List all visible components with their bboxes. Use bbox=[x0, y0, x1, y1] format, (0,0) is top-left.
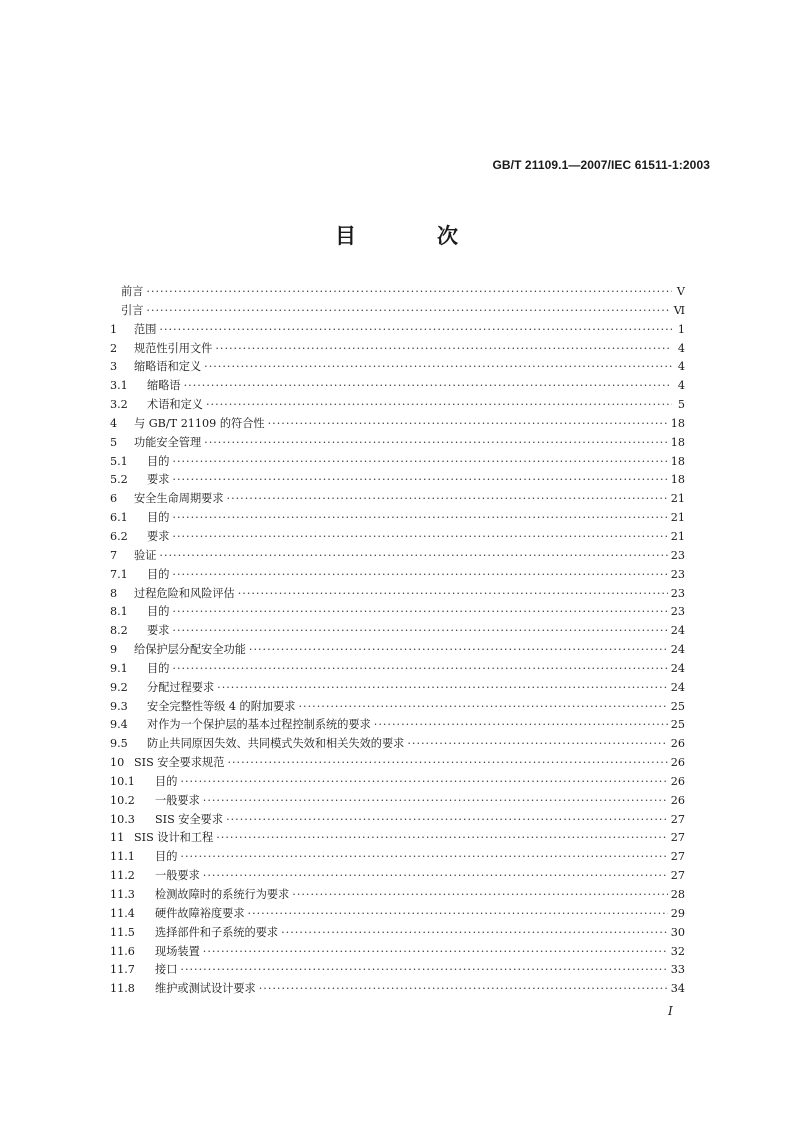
toc-entry[interactable] bbox=[110, 547, 685, 566]
toc-entry-title: 分配过程要求 bbox=[147, 680, 215, 694]
toc-entry-number: 8.2 bbox=[110, 624, 128, 638]
toc-entry-number: 7.1 bbox=[110, 567, 128, 581]
toc-entry-number: 3 bbox=[110, 360, 118, 374]
toc-entry-page: 24 bbox=[670, 661, 685, 675]
toc-entry-page: 33 bbox=[670, 963, 685, 977]
toc-entry-number: 7 bbox=[110, 548, 118, 562]
toc-entry[interactable] bbox=[110, 829, 685, 848]
toc-entry-title: SIS 设计和工程 bbox=[134, 831, 214, 845]
toc-entry-title: 目的 bbox=[147, 567, 170, 581]
toc-entry[interactable] bbox=[110, 415, 685, 434]
toc-entry-number: 5.2 bbox=[110, 473, 128, 487]
toc-entry[interactable] bbox=[110, 773, 685, 792]
toc-entry-title: 维护或测试设计要求 bbox=[155, 982, 256, 996]
toc-entry-title: 要求 bbox=[147, 529, 170, 543]
toc-entry-page: V bbox=[676, 285, 685, 298]
toc-entry-page: 30 bbox=[670, 925, 685, 939]
toc-entry[interactable] bbox=[110, 943, 685, 962]
toc-leader-dots bbox=[172, 622, 667, 641]
table-of-contents bbox=[110, 283, 685, 999]
toc-leader-dots bbox=[206, 396, 672, 415]
toc-leader-dots bbox=[215, 340, 672, 359]
toc-entry-title: 引言 bbox=[121, 303, 144, 317]
toc-leader-dots bbox=[172, 603, 667, 622]
toc-leader-dots bbox=[407, 735, 667, 754]
toc-entry[interactable] bbox=[110, 528, 685, 547]
toc-entry-title: 防止共同原因失效、共同模式失效和相关失效的要求 bbox=[147, 737, 405, 751]
toc-entry-number: 9.3 bbox=[110, 699, 128, 713]
toc-entry-title: 对作为一个保护层的基本过程控制系统的要求 bbox=[147, 718, 371, 732]
toc-entry-number: 9 bbox=[110, 643, 118, 657]
toc-entry-page: 26 bbox=[670, 793, 685, 807]
toc-entry-title: 检测故障时的系统行为要求 bbox=[155, 888, 290, 901]
toc-entry[interactable] bbox=[110, 698, 685, 717]
toc-entry-title: 硬件故障裕度要求 bbox=[155, 906, 245, 920]
toc-entry-page: 4 bbox=[677, 360, 685, 374]
toc-entry[interactable] bbox=[110, 905, 685, 924]
toc-entry-page: 21 bbox=[670, 529, 685, 543]
toc-entry-number: 6.2 bbox=[110, 529, 128, 543]
toc-leader-dots bbox=[204, 434, 668, 453]
toc-leader-dots bbox=[172, 471, 667, 490]
toc-entry-title: 目的 bbox=[155, 850, 178, 864]
toc-entry-page: 21 bbox=[670, 492, 685, 506]
toc-entry-title: 范围 bbox=[134, 322, 157, 336]
toc-entry-title: 目的 bbox=[155, 774, 178, 788]
toc-entry[interactable] bbox=[110, 867, 685, 886]
toc-entry-title: 验证 bbox=[134, 548, 157, 562]
toc-entry[interactable] bbox=[110, 886, 685, 905]
toc-entry[interactable] bbox=[110, 622, 685, 641]
toc-entry-number: 2 bbox=[110, 341, 118, 355]
toc-entry-number: 8 bbox=[110, 586, 118, 600]
toc-entry-title: 现场装置 bbox=[155, 944, 200, 958]
toc-entry-number: 3.1 bbox=[110, 379, 128, 393]
toc-entry-page: 24 bbox=[670, 680, 685, 694]
toc-entry-page: 25 bbox=[670, 699, 685, 713]
toc-entry-number: 8.1 bbox=[110, 605, 128, 619]
toc-entry-page: 27 bbox=[670, 850, 685, 864]
toc-entry-page: 27 bbox=[670, 812, 685, 826]
toc-entry-number: 10.3 bbox=[110, 812, 135, 826]
toc-entry-page: 25 bbox=[670, 718, 685, 732]
toc-entry[interactable] bbox=[110, 603, 685, 622]
toc-leader-dots bbox=[249, 641, 668, 660]
toc-entry-page: 18 bbox=[670, 435, 685, 449]
toc-entry-number: 11.7 bbox=[110, 963, 135, 977]
toc-entry[interactable] bbox=[110, 302, 685, 321]
toc-entry-page: 4 bbox=[677, 379, 685, 393]
toc-entry-page: 24 bbox=[670, 643, 685, 657]
toc-entry-page: 29 bbox=[670, 906, 685, 920]
toc-entry-page: 27 bbox=[670, 831, 685, 845]
toc-entry-title: 缩略语 bbox=[147, 379, 181, 393]
toc-leader-dots bbox=[172, 566, 667, 585]
toc-entry[interactable] bbox=[110, 679, 685, 698]
toc-entry-title: 一般要求 bbox=[155, 793, 200, 807]
toc-entry-number: 10 bbox=[110, 756, 125, 770]
toc-leader-dots bbox=[203, 943, 668, 962]
toc-entry[interactable] bbox=[110, 735, 685, 754]
toc-leader-dots bbox=[238, 585, 668, 604]
toc-entry-number: 9.5 bbox=[110, 737, 128, 751]
toc-entry-page: 34 bbox=[670, 982, 685, 996]
toc-entry-page: 18 bbox=[670, 454, 685, 468]
toc-leader-dots bbox=[172, 509, 667, 528]
toc-entry-title: 一般要求 bbox=[155, 869, 200, 883]
toc-entry-page: 5 bbox=[677, 398, 685, 412]
toc-entry-title: 目的 bbox=[147, 605, 170, 619]
toc-entry[interactable] bbox=[110, 471, 685, 490]
toc-entry-number: 6 bbox=[110, 492, 118, 506]
toc-entry[interactable] bbox=[110, 848, 685, 867]
toc-entry-title: SIS 安全要求 bbox=[155, 812, 224, 826]
toc-entry-title: 缩略语和定义 bbox=[134, 360, 202, 374]
toc-entry-number: 5 bbox=[110, 435, 118, 449]
toc-leader-dots bbox=[268, 415, 668, 434]
toc-entry-number: 11.8 bbox=[110, 982, 135, 996]
toc-entry-number: 9.4 bbox=[110, 718, 128, 732]
page-number: I bbox=[668, 1004, 673, 1018]
toc-entry[interactable] bbox=[110, 716, 685, 735]
toc-entry-title: 接口 bbox=[155, 963, 178, 977]
toc-entry-number: 3.2 bbox=[110, 398, 128, 412]
toc-entry-page: 18 bbox=[670, 473, 685, 487]
toc-entry-number: 6.1 bbox=[110, 511, 128, 525]
toc-leader-dots bbox=[227, 754, 667, 773]
standard-code-header: GB/T 21109.1—2007/IEC 61511-1:2003 bbox=[492, 158, 710, 172]
toc-entry-page: 23 bbox=[670, 548, 685, 562]
toc-entry-number: 4 bbox=[110, 416, 118, 430]
toc-entry-title: 规范性引用文件 bbox=[134, 341, 213, 355]
toc-entry-page: 26 bbox=[670, 756, 685, 770]
toc-entry-number: 9.1 bbox=[110, 661, 128, 675]
toc-entry-page: 23 bbox=[670, 605, 685, 619]
toc-entry[interactable] bbox=[110, 660, 685, 679]
toc-entry[interactable] bbox=[110, 811, 685, 830]
toc-leader-dots bbox=[184, 377, 672, 396]
toc-entry[interactable] bbox=[110, 509, 685, 528]
toc-entry[interactable] bbox=[110, 396, 685, 415]
toc-entry-title: 功能安全管理 bbox=[134, 435, 202, 449]
toc-entry-page: 26 bbox=[670, 737, 685, 751]
toc-entry[interactable] bbox=[110, 641, 685, 660]
toc-entry-page: 18 bbox=[670, 416, 685, 430]
toc-entry-title: 过程危险和风险评估 bbox=[134, 586, 235, 600]
toc-entry-page: 21 bbox=[670, 511, 685, 525]
toc-entry[interactable] bbox=[110, 321, 685, 340]
toc-entry[interactable] bbox=[110, 980, 685, 999]
toc-entry-number: 10.2 bbox=[110, 793, 135, 807]
toc-leader-dots bbox=[216, 829, 668, 848]
toc-entry-title: 选择部件和子系统的要求 bbox=[155, 925, 279, 939]
toc-leader-dots bbox=[226, 811, 668, 830]
toc-leader-dots bbox=[203, 867, 668, 886]
toc-leader-dots bbox=[259, 980, 668, 999]
toc-entry-title: 目的 bbox=[147, 661, 170, 675]
toc-entry[interactable] bbox=[110, 961, 685, 980]
toc-leader-dots bbox=[281, 924, 668, 943]
toc-entry-title: 前言 bbox=[121, 285, 144, 298]
toc-entry-page: 24 bbox=[670, 624, 685, 638]
toc-entry[interactable] bbox=[110, 434, 685, 453]
toc-entry-title: SIS 安全要求规范 bbox=[134, 756, 225, 770]
toc-leader-dots bbox=[292, 886, 667, 905]
toc-entry-number: 11.4 bbox=[110, 906, 135, 920]
toc-entry[interactable] bbox=[110, 453, 685, 472]
toc-entry-title: 安全完整性等级 4 的附加要求 bbox=[147, 699, 296, 713]
toc-leader-dots bbox=[180, 773, 667, 792]
toc-entry[interactable] bbox=[110, 585, 685, 604]
toc-entry-number: 11.6 bbox=[110, 944, 135, 958]
toc-entry-page: 23 bbox=[670, 586, 685, 600]
toc-entry-page: 26 bbox=[670, 774, 685, 788]
toc-entry-title: 与 GB/T 21109 的符合性 bbox=[134, 416, 265, 430]
toc-entry[interactable] bbox=[110, 924, 685, 943]
toc-entry[interactable] bbox=[110, 377, 685, 396]
toc-leader-dots bbox=[172, 660, 667, 679]
toc-entry-number: 5.1 bbox=[110, 454, 128, 468]
toc-entry[interactable] bbox=[110, 358, 685, 377]
toc-leader-dots bbox=[172, 453, 667, 472]
toc-leader-dots bbox=[204, 358, 672, 377]
toc-entry-page: 1 bbox=[677, 322, 685, 336]
toc-entry[interactable] bbox=[110, 566, 685, 585]
toc-entry[interactable] bbox=[110, 792, 685, 811]
toc-entry-title: 给保护层分配安全功能 bbox=[134, 643, 246, 657]
toc-entry-title: 目的 bbox=[147, 511, 170, 525]
toc-entry[interactable] bbox=[110, 340, 685, 359]
toc-leader-dots bbox=[248, 905, 668, 924]
toc-entry-number: 11.2 bbox=[110, 869, 135, 883]
toc-entry-title: 目的 bbox=[147, 454, 170, 468]
toc-entry-page: 28 bbox=[670, 888, 685, 901]
toc-leader-dots bbox=[217, 679, 668, 698]
toc-entry-number: 9.2 bbox=[110, 680, 128, 694]
toc-entry-number: 11 bbox=[110, 831, 125, 845]
page-title: 目 次 bbox=[335, 224, 488, 248]
toc-entry-number: 1 bbox=[110, 322, 118, 336]
toc-leader-dots bbox=[180, 961, 667, 980]
toc-entry-page: 27 bbox=[670, 869, 685, 883]
toc-entry-title: 要求 bbox=[147, 473, 170, 487]
toc-entry-page: Ⅵ bbox=[673, 303, 685, 317]
toc-leader-dots bbox=[298, 698, 667, 717]
toc-leader-dots bbox=[159, 547, 667, 566]
toc-entry[interactable] bbox=[110, 754, 685, 773]
toc-entry-number: 11.1 bbox=[110, 850, 135, 864]
toc-entry[interactable] bbox=[110, 283, 685, 302]
toc-entry-title: 安全生命周期要求 bbox=[134, 492, 224, 506]
toc-entry-number: 11.3 bbox=[110, 888, 135, 901]
toc-leader-dots bbox=[159, 321, 672, 340]
toc-leader-dots bbox=[146, 283, 672, 302]
toc-leader-dots bbox=[374, 716, 668, 735]
toc-entry-title: 要求 bbox=[147, 624, 170, 638]
toc-entry-page: 32 bbox=[670, 944, 685, 958]
toc-entry-number: 11.5 bbox=[110, 925, 135, 939]
toc-entry-page: 23 bbox=[670, 567, 685, 581]
toc-leader-dots bbox=[180, 848, 667, 867]
toc-entry-page: 4 bbox=[677, 341, 685, 355]
toc-leader-dots bbox=[172, 528, 667, 547]
toc-leader-dots bbox=[203, 792, 668, 811]
toc-entry-number: 10.1 bbox=[110, 774, 135, 788]
toc-entry[interactable] bbox=[110, 490, 685, 509]
toc-leader-dots bbox=[227, 490, 668, 509]
toc-leader-dots bbox=[146, 302, 670, 321]
toc-entry-title: 术语和定义 bbox=[147, 398, 203, 412]
